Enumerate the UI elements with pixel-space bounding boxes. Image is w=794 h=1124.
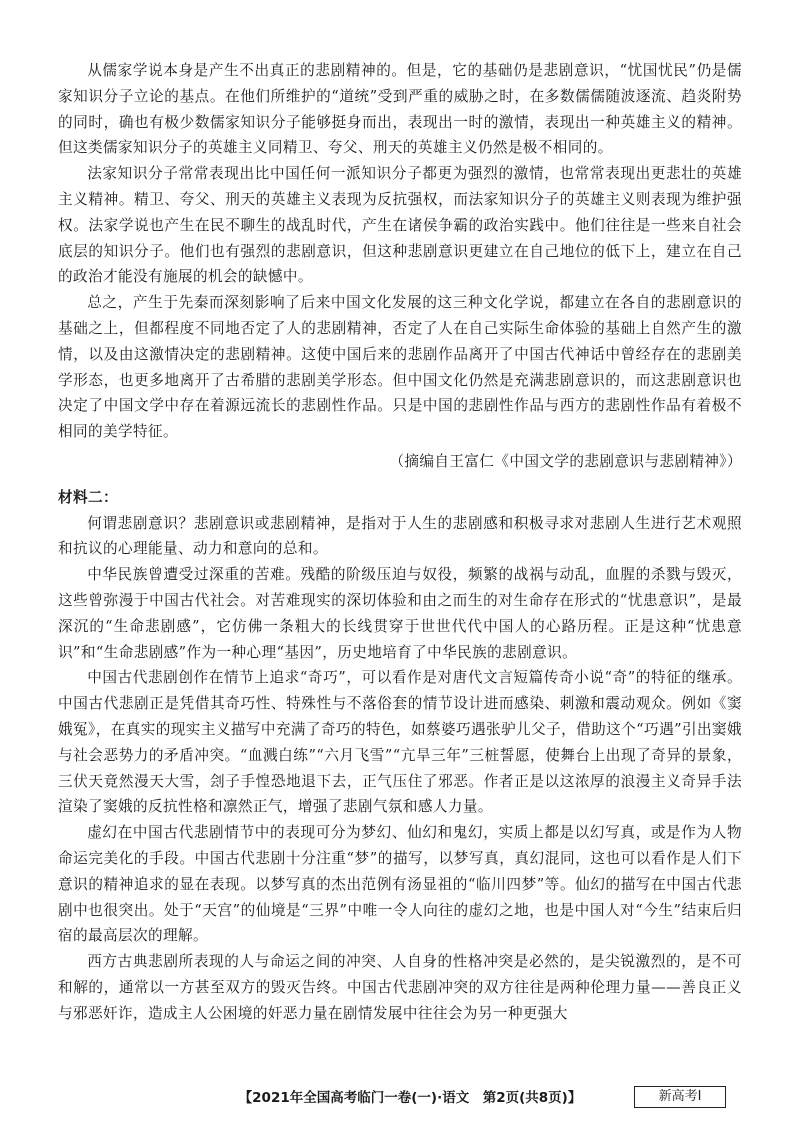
- section-heading: 材料二：: [58, 488, 118, 506]
- article-body: [58, 58, 742, 1026]
- paragraph: 西方古典悲剧所表现的人与命运之间的冲突、人自身的性格冲突是必然的，是尖锐激烈的，是不可和解的，通常以一方甚至双方的毁灭告终。中国古代悲剧冲突的双方往往是两种伦理力量——善良正义与邪恶奸诈，造成主人公困境的奸恶力量在剧情发展中往往会为另一种更强大: [58, 953, 742, 1022]
- paragraph: 法家知识分子常常表现出比中国任何一派知识分子都更为强烈的激情，也常常表现出更悲壮的英雄主义精神。精卫、夸父、刑天的英雄主义表现为反抗强权，而法家知识分子的英雄主义则表现为维护强权。法家学说也产生在民不聊生的战乱时代，产生在诸侯争霸的政治实践中。他们往往是一些来自社会底层的知识分子。他们也有强烈的悲剧意识，但这种悲剧意识更建立在自己地位的低下上，建立在自己的政治才能没有施展的机会的缺憾中。: [58, 165, 742, 286]
- paragraph: 中华民族曾遭受过深重的苦难。残酷的阶级压迫与奴役，频繁的战祸与动乱，血腥的杀戮与毁灭，这些曾弥漫于中国古代社会。对苦难现实的深切体验和由之而生的对生命存在形式的“忧患意识”，是最深沉的“生命悲剧感”，它仿佛一条粗大的长线贯穿于世世代代中国人的心路历程。正是这种“忧患意识”和“生命悲剧感”作为一种心理“基因”，历史地培育了中华民族的悲剧意识。: [58, 566, 742, 661]
- paragraph: 何谓悲剧意识？悲剧意识或悲剧精神，是指对于人生的悲剧感和积极寻求对悲剧人生进行艺术观照和抗议的心理能量、动力和意向的总和。: [58, 514, 742, 558]
- paragraph: 虚幻在中国古代悲剧情节中的表现可分为梦幻、仙幻和鬼幻，实质上都是以幻写真，或是作为人物命运完美化的手段。中国古代悲剧十分注重“梦”的描写，以梦写真，真幻混同，这也可以看作是人们下意识的精神追求的显在表现。以梦写真的杰出范例有汤显祖的“临川四梦”等。仙幻的描写在中国古代悲剧中也很突出。处于“天宫”的仙境是“三界”中唯一令人向往的虚幻之地，也是中国人对“今生”结束后归宿的最高层次的理解。: [58, 824, 742, 945]
- page-footer: [0, 1086, 794, 1112]
- source-citation: （摘编自王富仁《中国文学的悲剧意识与悲剧精神》）: [389, 452, 742, 470]
- paragraph: 从儒家学说本身是产生不出真正的悲剧精神的。但是，它的基础仍是悲剧意识，“忧国忧民”仍是儒家知识分子立论的基点。在他们所维护的“道统”受到严重的威胁之时，在多数儒儒随波逐流、趋炎附势的同时，确也有极少数儒家知识分子能够挺身而出，表现出一时的激情，表现出一种英雄主义的精神。但这类儒家知识分子的英雄主义同精卫、夸父、刑天的英雄主义仍然是极不相同的。: [58, 62, 742, 157]
- paragraph: 总之，产生于先秦而深刻影响了后来中国文化发展的这三种文化学说，都建立在各自的悲剧意识的基础之上，但都程度不同地否定了人的悲剧精神，否定了人在自己实际生命体验的基础上自然产生的激情，以及由这激情决定的悲剧精神。这使中国后来的悲剧作品离开了中国古代神话中曾经存在的悲剧美学形态，也更多地离开了古希腊的悲剧美学形态。但中国文化仍然是充满悲剧意识的，而这悲剧意识也决定了中国文学中存在着源远流长的悲剧性作品。只是中国的悲剧性作品与西方的悲剧性作品有着极不相同的美学特征。: [58, 294, 742, 441]
- exam-type-badge: 新高考Ⅰ: [634, 1086, 726, 1108]
- paragraph: 中国古代悲剧创作在情节上追求“奇巧”，可以看作是对唐代文言短篇传奇小说“奇”的特征的继承。中国古代悲剧正是凭借其奇巧性、特殊性与不落俗套的情节设计进而感染、刺激和震动观众。例如《窦娥冤》，在真实的现实主义描写中充满了奇巧的特色，如蔡婆巧遇张驴儿父子，借助这个“巧遇”引出窦娥与社会恶势力的矛盾冲突。“血溅白练”“六月飞雪”“亢旱三年”三桩誓愿，使舞台上出现了奇异的景象，三伏天竟然漫天大雪，刽子手惶恐地退下去，正气压住了邪恶。作者正是以这浓厚的浪漫主义奇异手法渲染了窦娥的反抗性格和凛然正气，增强了悲剧气氛和感人力量。: [58, 669, 742, 816]
- exam-info: 【2021年全国高考临门一卷(一)·语文 第2页(共8页)】: [238, 1090, 582, 1106]
